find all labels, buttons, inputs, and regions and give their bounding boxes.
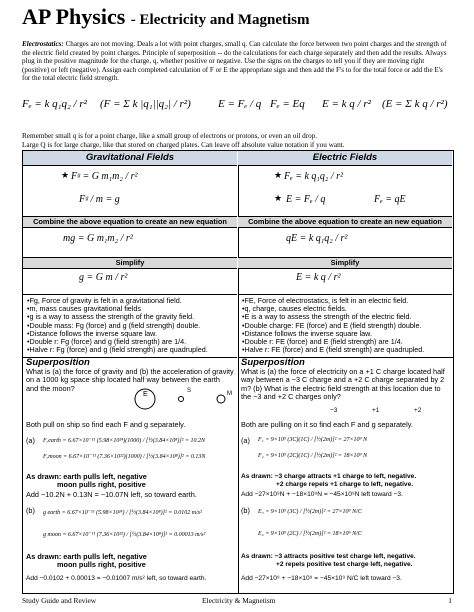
formula-force-field: Fₑ = Eq bbox=[270, 98, 305, 110]
note-small-q: Remember small q is for a point charge, like a small group of electrons or protons, or even an oil drop. bbox=[22, 132, 318, 140]
electric-calc-a2: F₂ = 9×10⁹ (2C)(1C) / [½(2m)]² = 18×10⁹ N bbox=[258, 453, 368, 459]
gravity-sp-heading: Superposition bbox=[26, 357, 90, 368]
footer-center: Electricity & Magnetism bbox=[202, 596, 276, 605]
gravity-column bbox=[23, 151, 239, 593]
formula-strip bbox=[22, 98, 452, 130]
gravity-drawn-3: As drawn: earth pulls left, negative bbox=[26, 552, 147, 561]
gravity-bullet: • Double r: Fg (force) and g (field strength) are 1/4. bbox=[27, 338, 233, 346]
gravity-part-a: (a) bbox=[26, 436, 35, 445]
gravity-eq-combined: mg = G m₁m₂ / r² bbox=[63, 233, 133, 244]
electric-calc-a1: F₁ = 9×10⁹ (3C)(1C) / [½(2m)]² = 27×10⁹ N bbox=[258, 437, 368, 443]
formula-point-field: E = k q / r² bbox=[322, 98, 371, 110]
gravity-bullet: • g is a way to assess the strength of the gravity field. bbox=[27, 313, 233, 321]
diagram-label-pos2: +2 bbox=[414, 407, 422, 414]
electric-calc-b2: E₂ = 9×10⁹ (2C) / [½(2m)]² = 18×10⁹ N/C bbox=[258, 531, 362, 537]
formula-field-def: E = Fₑ / q bbox=[218, 98, 262, 110]
electric-bullet: • Double r: FE (force) and E (field strength) are 1/4. bbox=[242, 338, 448, 346]
star-icon: ★ bbox=[274, 170, 283, 180]
formula-point-field-sum: (E = Σ k q / r²) bbox=[382, 98, 448, 110]
electric-bullet: • Halve r: FE (force) and E (field strength) are quadrupled. bbox=[242, 346, 448, 354]
electric-eq-force: Fₑ = k q₁q₂ / r² bbox=[284, 171, 344, 182]
gravity-simplify-label: Simplify bbox=[23, 258, 237, 269]
electric-defs-row bbox=[238, 166, 452, 217]
diagram-label-earth: E bbox=[143, 389, 148, 398]
earth-moon-diagram bbox=[133, 387, 237, 411]
electric-superposition bbox=[241, 359, 449, 402]
electric-calc-b1: E₃ = 9×10⁹ (3C) / [½(2m)]² = 27×10⁹ N/C bbox=[258, 509, 362, 515]
intro-text: Charges are not moving. Deals a lot with point charges, small q. Can calculate the force between two point charges and the strength of the electric field created by point charges. Principle of superposition -- do the calculations for each charge separately and then add the results. Always plug in the positive magnitude for the charge, q, whether positive or negative. Use the signs on the charges to tell you if they are moving right (positive) or left (negative). Assign each completed calculation of F or E the appropriate sign and then add the F's to for the total force or add the E's for the total electric field strength. bbox=[22, 40, 447, 83]
gravity-calc-a2: Fₑmoon = 6.67×10⁻¹¹ (7.36×10²²)(1000) / [½(3.84×10⁸)]² = 0.13N bbox=[43, 454, 206, 460]
intro-paragraph bbox=[22, 40, 452, 83]
electric-bullet: • q, charge, causes electric fields. bbox=[242, 305, 448, 313]
gravity-both: Both pull on ship so find each F and g separately. bbox=[26, 420, 186, 429]
electric-sp-question: What is (a) the force of electricity on a +1 C charge located half way between a −3 C charge and a +2 C charge separated by 2 m? (b) What is the electric field strength at this location due to the −3 and +2 C charges only? bbox=[241, 366, 445, 402]
gravity-bullets bbox=[27, 297, 233, 354]
gravity-drawn-4: moon pulls right, positive bbox=[57, 560, 146, 569]
gravity-combine-label: Combine the above equation to create an new equation bbox=[23, 217, 237, 228]
electric-part-a: (a) bbox=[241, 436, 250, 445]
electric-simplify-label: Simplify bbox=[238, 258, 452, 269]
electric-eq-simplified: E = k q / r² bbox=[296, 272, 341, 283]
electric-drawn-3: As drawn: −3 attracts positive test charge left, negative. bbox=[241, 553, 416, 560]
gravity-drawn-1: As drawn: earth pulls left, negative bbox=[26, 472, 147, 481]
gravity-defs-row bbox=[23, 166, 237, 217]
gravity-add-2: Add −0.0102 + 0.00013 = −0.01007 m/s² left, so toward earth. bbox=[26, 575, 207, 582]
gravity-part-b: (b) bbox=[26, 506, 35, 515]
title-main: AP Physics bbox=[22, 4, 126, 29]
formula-coulomb-sum: (F = Σ k |q₁||q₂| / r²) bbox=[100, 98, 191, 110]
electric-bullets bbox=[242, 297, 448, 354]
note-large-q: Large Q is for large charge, like that stored on charged plates. Can leave off absolute value notation if you want. bbox=[22, 140, 345, 149]
electric-simplify-row bbox=[238, 258, 452, 295]
electric-header: Electric Fields bbox=[238, 151, 452, 166]
gravity-calc-b2: g moon = 6.67×10⁻¹¹ (7.36×10²²) / [½(3.84×10⁸)]² = 0.00013 m/s² bbox=[43, 532, 206, 538]
electric-bullet: • E is a way to assess the strength of the electric field. bbox=[242, 313, 448, 321]
electric-part-b: (b) bbox=[241, 506, 250, 515]
electric-eq-force-field: Fₑ = qE bbox=[374, 194, 406, 205]
gravity-bullet: • Double mass: Fg (force) and g (field strength) double. bbox=[27, 322, 233, 330]
gravity-calc-b1: g earth = 6.67×10⁻¹¹ (5.98×10²⁴) / [½(3.84×10⁸)]² = 0.0102 m/s² bbox=[43, 510, 202, 516]
electric-add-1: Add −27×10⁹N + −18×10⁹N = −45×10⁹N left toward −3. bbox=[241, 491, 403, 498]
electric-eq-field: E = Fₑ / q bbox=[286, 194, 326, 205]
electric-add-2: Add −27×10⁹ + −18×10⁹ = −45×10⁹ N/C left toward −3. bbox=[241, 575, 402, 582]
footer-page-number: 1 bbox=[448, 596, 452, 605]
gravity-bullet: • Distance follows the inverse square law. bbox=[27, 330, 233, 338]
diagram-label-pos1: +1 bbox=[372, 407, 380, 414]
footer-left: Study Guide and Review bbox=[22, 596, 97, 605]
star-icon: ★ bbox=[61, 170, 70, 180]
gravity-bullet: • Halve r: Fg (force) and g (field strength) are quadrupled. bbox=[27, 346, 233, 354]
gravity-eq-simplified: g = G m / r² bbox=[79, 272, 128, 283]
formula-coulomb: Fₑ = k q₁q₂ / r² bbox=[22, 98, 87, 110]
electric-combine-label: Combine the above equation to create an new equation bbox=[238, 217, 452, 228]
electric-column bbox=[238, 151, 453, 593]
electric-sp-heading: Superposition bbox=[241, 357, 305, 368]
electric-drawn-2: +2 charge repels +1 charge to left, negative. bbox=[276, 481, 414, 488]
electric-bullet: • Distance follows the inverse square law. bbox=[242, 330, 448, 338]
electric-both: Both are pulling on it so find each F and g separately. bbox=[241, 420, 413, 429]
electric-eq-combined: qE = k q₁q₂ / r² bbox=[286, 233, 348, 244]
gravity-header: Gravitational Fields bbox=[23, 151, 237, 166]
gravity-calc-a1: Fₑearth = 6.67×10⁻¹¹ (5.98×10²⁴)(1000) / [½(3.84×10⁸)]² = 10.2N bbox=[43, 438, 206, 444]
diagram-label-ship: S bbox=[187, 388, 192, 394]
gravity-combine-row bbox=[23, 217, 237, 258]
moon-circle bbox=[217, 395, 225, 403]
electric-combine-row bbox=[238, 217, 452, 258]
title-subtitle: - Electricity and Magnetism bbox=[130, 12, 310, 28]
gravity-eq-field: Fᵍ / m = g bbox=[79, 194, 120, 205]
star-icon: ★ bbox=[274, 193, 283, 203]
gravity-simplify-row bbox=[23, 258, 237, 295]
gravity-drawn-2: moon pulls right, positive bbox=[57, 480, 146, 489]
comparison-table bbox=[22, 150, 454, 594]
electric-drawn-4: +2 repels positive test charge left, negative. bbox=[276, 561, 413, 568]
electric-bullet: • Double charge: FE (force) and E (field strength) double. bbox=[242, 322, 448, 330]
ship-dot bbox=[179, 397, 184, 402]
diagram-label-neg3: −3 bbox=[330, 407, 338, 414]
page-title bbox=[22, 4, 310, 30]
gravity-add-1: Add −10.2N + 0.13N = −10.07N left, so toward earth. bbox=[26, 490, 197, 499]
gravity-bullet: • Fg, Force of gravity is felt in a gravitational field. bbox=[27, 297, 233, 305]
intro-lead: Electrostatics: bbox=[22, 40, 64, 48]
gravity-eq-force: Fᵍ = G m₁m₂ / r² bbox=[71, 171, 138, 182]
gravity-bullet: • m, mass causes gravitational fields bbox=[27, 305, 233, 313]
gravity-sp-question: What is (a) the force of gravity and (b) the acceleration of gravity on a 1000 kg space ship located half way between the earth and the moon? bbox=[26, 366, 234, 393]
notes bbox=[22, 132, 452, 150]
diagram-label-moon: M bbox=[227, 391, 232, 397]
electric-bullet: • FE, Force of electrostatics, is felt in an electric field. bbox=[242, 297, 448, 305]
electric-drawn-1: As drawn: −3 charge attracts +1 charge to left, negative. bbox=[241, 473, 417, 480]
